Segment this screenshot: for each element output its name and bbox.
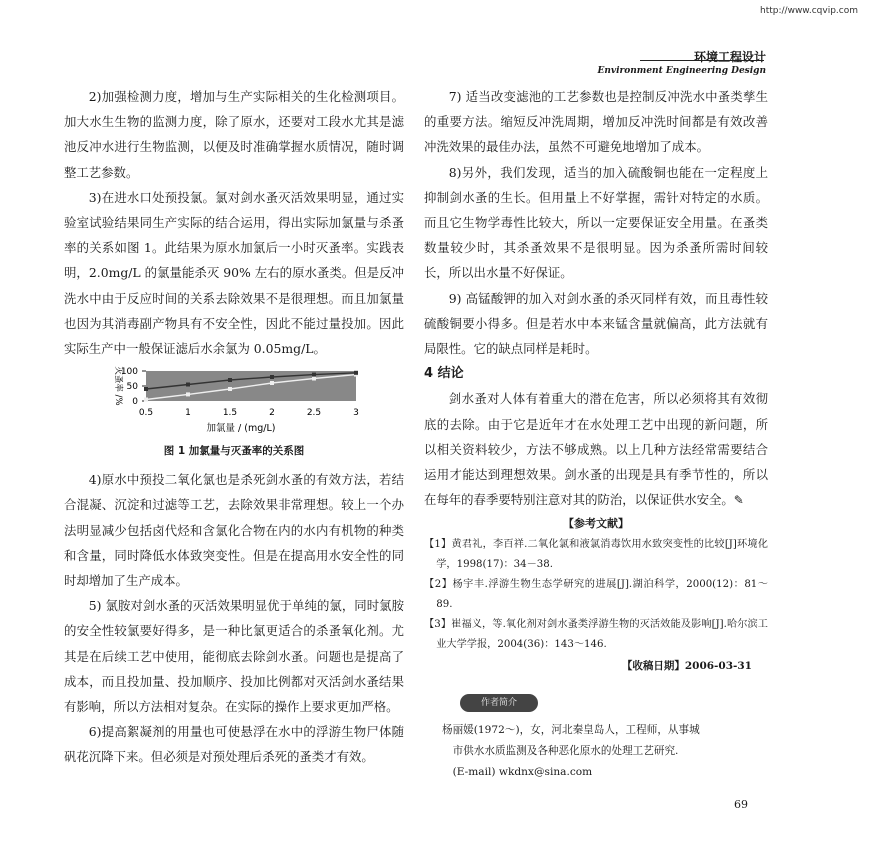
author-bio — [442, 720, 772, 783]
reference-item — [424, 535, 768, 575]
reference-text: 黄君礼，李百祥.二氧化氯和液氯消毒饮用水致突变性的比较[J]环境化学，1998(17)：34－38. — [436, 539, 768, 571]
x-axis-label: 加氯量 / (mg/L) — [206, 423, 276, 435]
paragraph-5: 5) 氯胺对剑水蚤的灭活效果明显优于单纯的氯，同时氯胺的安全性较氯要好得多，是一种比氯更适合的杀蚤氧化剂。尤其是在后续工艺中使用，能彻底去除剑水蚤。问题也是提高了成本，而且投加量、投加顺序、投加比例都对灭活剑水蚤结果有影响，所以方法相对复杂。在实际的操作上要求更加严格。 — [64, 598, 404, 715]
paragraph-7: 7) 适当改变滤池的工艺参数也是控制反冲洗水中蚤类孳生的重要方法。缩短反冲洗周期，增加反冲洗时间都是有效改善冲洗效果的最佳办法，虽然不可避免地增加了成本。 — [424, 89, 768, 155]
paragraph-2: 2)加强检测力度，增加与生产实际相关的生化检测项目。加大水生生物的监测力度，除了原水，还要对工段水尤其是滤池反冲水进行生物监测，以便及时准确掌握水质情况，随时调整工艺参数。 — [64, 89, 404, 180]
data-point — [144, 398, 148, 402]
chlorine-chart — [64, 365, 404, 441]
conclusion-text: 剑水蚤对人体有着重大的潜在危害，所以必须将其有效彻底的去除。由于它是近年才在水处理工艺中出现的新问题，所以相关资料较少，方法不够成熟。以上几种方法经常需要结合运用才能达到理想效果。剑水蚤的出现是具有季节性的，所以在每年的春季要特别注意对其的防治，以保证供水安全。 — [424, 391, 768, 508]
journal-title-en: Environment Engineering Design — [597, 66, 766, 76]
x-tick-label: 1 — [185, 408, 191, 419]
y-tick-label: 0 — [132, 397, 138, 408]
end-mark-icon: ✎ — [733, 493, 744, 508]
page-number: 69 — [734, 798, 748, 811]
y-tick-label: 100 — [120, 367, 138, 378]
bio-line-2: 市供水水质监测及各种恶化原水的处理工艺研究. — [452, 745, 679, 757]
data-point — [312, 373, 316, 377]
data-point — [354, 371, 358, 375]
data-point — [312, 377, 316, 381]
bio-line-3: (E-mail) wkdnx@sina.com — [452, 766, 593, 778]
paragraph-8: 8)另外，我们发现，适当的加入硫酸铜也能在一定程度上抑制剑水蚤的生长。但用量上不好掌握，需针对特定的水质。而且它生物学毒性比较大，所以一定要保证安全用量。在蚤类数量较少时，其杀蚤效果不是很明显。因为杀蚤所需时间较长，所以出水量不好保证。 — [424, 164, 768, 281]
paragraph-3: 3)在进水口处预投氯。氯对剑水蚤灭活效果明显，通过实验室试验结果同生产实际的结合运用，得出实际加氯量与杀蚤率的关系如图 1。此结果为原水加氯后一小时灭蚤率。实践表明，2.0mg/L 的氯量能杀灭 90% 左右的原水蚤类。但是反冲洗水中由于反应时间的关系去除效果不是很理想。而且加氯量也因为其消毒副产物具有不安全性，因此不能过量投加。因此实际生产中一般保证滤后水余氯为 0.05mg/L。 — [64, 189, 404, 357]
figure-caption: 图 1 加氯量与灭蚤率的关系图 — [163, 445, 305, 458]
reference-number: 【3】 — [424, 619, 452, 631]
figure-1 — [64, 365, 404, 461]
x-tick-label: 0.5 — [138, 408, 154, 419]
reference-number: 【1】 — [424, 539, 452, 551]
conclusion-paragraph — [424, 386, 768, 513]
reference-text: 杨宇丰.浮游生物生态学研究的进展[J].湖泊科学，2000(12)：81～89. — [436, 579, 768, 611]
received-date: 【收稿日期】2006-03-31 — [621, 660, 752, 673]
paragraph-4: 4)原水中预投二氧化氯也是杀死剑水蚤的有效方法，若结合混凝、沉淀和过滤等工艺，去除效果非常理想。较上一个办法明显减少包括卤代烃和含氯化合物在内的水内有机物的种类和含量，同时降低水体致突变性。但是在提高用水安全性的同时却增加了生产成本。 — [64, 472, 404, 589]
references-list — [424, 535, 768, 655]
data-point — [228, 378, 232, 382]
author-badge: 作者简介 — [460, 694, 538, 712]
paragraph-6: 6)提高絮凝剂的用量也可使悬浮在水中的浮游生物尸体随矾花沉降下来。但必须是对预处理后杀死的蚤类才有效。 — [64, 724, 404, 765]
data-point — [186, 383, 190, 387]
data-point — [270, 375, 274, 379]
section-heading-conclusion: 4 结论 — [424, 366, 464, 382]
reference-text: 崔福义，等.氧化剂对剑水蚤类浮游生物的灭活效能及影响[J].哈尔滨工业大学学报，2004(36)：143～146. — [436, 619, 768, 651]
left-column — [64, 84, 404, 770]
site-url: http://www.cqvip.com — [760, 6, 858, 16]
y-tick-label: 50 — [126, 382, 138, 393]
header-rule — [640, 60, 764, 61]
journal-title-cn: 环境工程设计 — [693, 50, 766, 64]
data-point — [144, 387, 148, 391]
data-point — [186, 393, 190, 397]
data-point — [270, 381, 274, 385]
reference-item — [424, 615, 768, 655]
x-tick-label: 2.5 — [306, 408, 322, 419]
paragraph-9: 9) 高锰酸钾的加入对剑水蚤的杀灭同样有效，而且毒性较硫酸铜要小得多。但是若水中本来锰含量就偏高，此方法就有局限性。它的缺点同样是耗时。 — [424, 290, 768, 357]
right-column — [424, 84, 768, 677]
reference-number: 【2】 — [424, 579, 453, 591]
references-heading: 【参考文献】 — [563, 517, 629, 531]
reference-item — [424, 575, 768, 615]
x-tick-label: 2 — [269, 408, 275, 419]
x-tick-label: 3 — [353, 408, 359, 419]
x-tick-label: 1.5 — [222, 408, 238, 419]
data-point — [228, 387, 232, 391]
bio-line-1: 杨丽媛(1972～)，女，河北秦皇岛人，工程师，从事城 — [442, 724, 700, 736]
y-axis-label: 灭蚤率 /% — [113, 366, 123, 406]
